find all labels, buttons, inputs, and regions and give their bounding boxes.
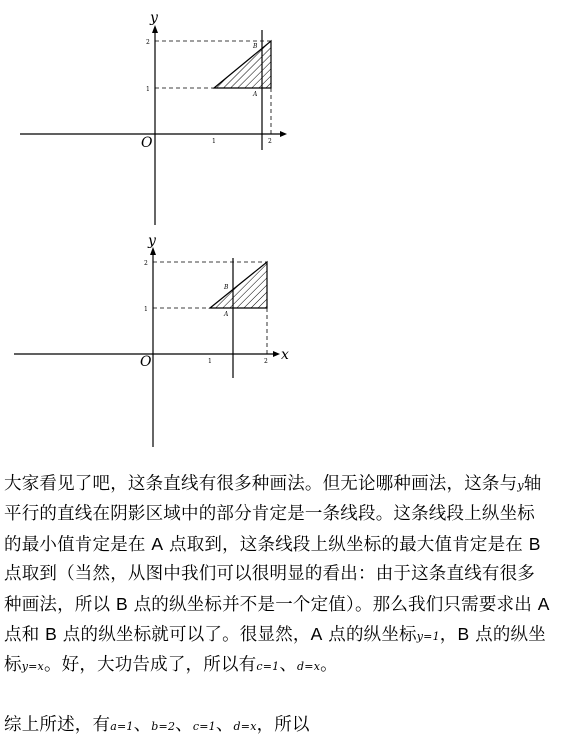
math-c-equals-1: c=1 [256, 660, 280, 674]
text-segment: 点和 [4, 625, 46, 646]
fig2-point-b-label: B [224, 284, 229, 291]
fig1-xtick-1: 1 [212, 138, 216, 145]
fig1-x-arrow [280, 131, 287, 137]
math-a-equals-1: a=1 [110, 720, 134, 733]
fig2-x-arrow [273, 351, 280, 357]
figure-1 [20, 10, 287, 225]
math-b-equals-2: b=2 [151, 720, 176, 733]
text-segment: 。 [320, 655, 338, 676]
point-a-ref: A [151, 533, 164, 554]
text-line-4 [4, 560, 578, 589]
text-segment: 大家看见了吧，这条直线有很多种画法。但无论哪种画法，这条与 [4, 474, 518, 494]
fig2-ytick-2: 2 [144, 260, 148, 267]
fig1-point-a-label: A [253, 91, 258, 98]
fig1-y-arrow [152, 25, 158, 33]
fig1-xtick-2: 2 [268, 138, 272, 145]
text-line-3 [4, 530, 578, 560]
text-segment: 点的纵坐 [469, 625, 546, 646]
text-segment: 点的纵坐标 [322, 625, 417, 646]
text-segment: ，所以 [256, 715, 310, 735]
fig2-x-label: x [281, 347, 289, 363]
fig1-ytick-1: 1 [146, 86, 150, 93]
text-segment: 轴 [523, 474, 542, 494]
fig2-origin-label: O [140, 354, 152, 370]
math-y-equals-1: y=1 [416, 630, 440, 644]
text-segment: ， [439, 625, 458, 646]
text-segment: 、 [133, 715, 152, 735]
point-a-ref: A [310, 624, 323, 645]
text-segment: 点取到（当然，从图中我们可以很明显的看出：由于这条直线有很多 [4, 564, 535, 585]
explanation-paragraph [4, 470, 578, 682]
fig2-xtick-2: 2 [264, 358, 268, 365]
text-segment: 、 [175, 715, 193, 735]
text-line-7 [4, 651, 578, 681]
point-a-ref: A [537, 593, 550, 614]
text-segment: 综上所述，有 [4, 715, 111, 735]
point-b-ref: B [45, 624, 58, 645]
fig2-ytick-1: 1 [144, 306, 148, 313]
text-segment: 、 [215, 715, 234, 735]
math-var-y: y [517, 479, 524, 492]
text-segment: 点的纵坐标并不是一个定值）。那么我们只需要求出 [127, 594, 538, 615]
fig2-point-a-label: A [224, 311, 229, 318]
fig1-point-b-label: B [253, 43, 258, 50]
math-d-equals-x: d=x [233, 720, 257, 733]
math-d-equals-x: d=x [297, 660, 321, 674]
fig1-y-label: y [150, 10, 158, 26]
point-b-ref: B [528, 533, 541, 554]
fig1-ytick-2: 2 [146, 39, 150, 46]
text-line-2 [4, 500, 578, 529]
text-segment: 、 [279, 655, 298, 676]
fig2-y-label: y [148, 233, 156, 249]
text-segment: 的最小值肯定是在 [4, 534, 152, 555]
text-line-5 [4, 590, 578, 620]
math-c-equals-1: c=1 [192, 720, 216, 733]
fig2-shaded-region [210, 262, 267, 308]
text-line-6 [4, 620, 578, 651]
text-segment: 标 [4, 655, 22, 676]
fig1-origin-label: O [141, 135, 153, 151]
figure-2 [14, 233, 289, 447]
point-b-ref: B [457, 624, 470, 645]
text-segment: 点取到，这条线段上纵坐标的最大值肯定是在 [163, 534, 529, 555]
text-line-1 [4, 470, 578, 500]
point-b-ref: B [115, 593, 128, 614]
math-y-equals-x: y=x [21, 660, 44, 674]
conclusion-paragraph [4, 711, 578, 741]
text-segment: 。好，大功告成了，所以有 [43, 655, 257, 676]
text-segment: 种画法，所以 [4, 594, 116, 615]
fig2-xtick-1: 1 [208, 358, 212, 365]
text-segment: 平行的直线在阴影区域中的部分肯定是一条线段。这条线段上纵坐标 [4, 504, 535, 525]
text-segment: 点的纵坐标就可以了。很显然， [57, 625, 311, 646]
